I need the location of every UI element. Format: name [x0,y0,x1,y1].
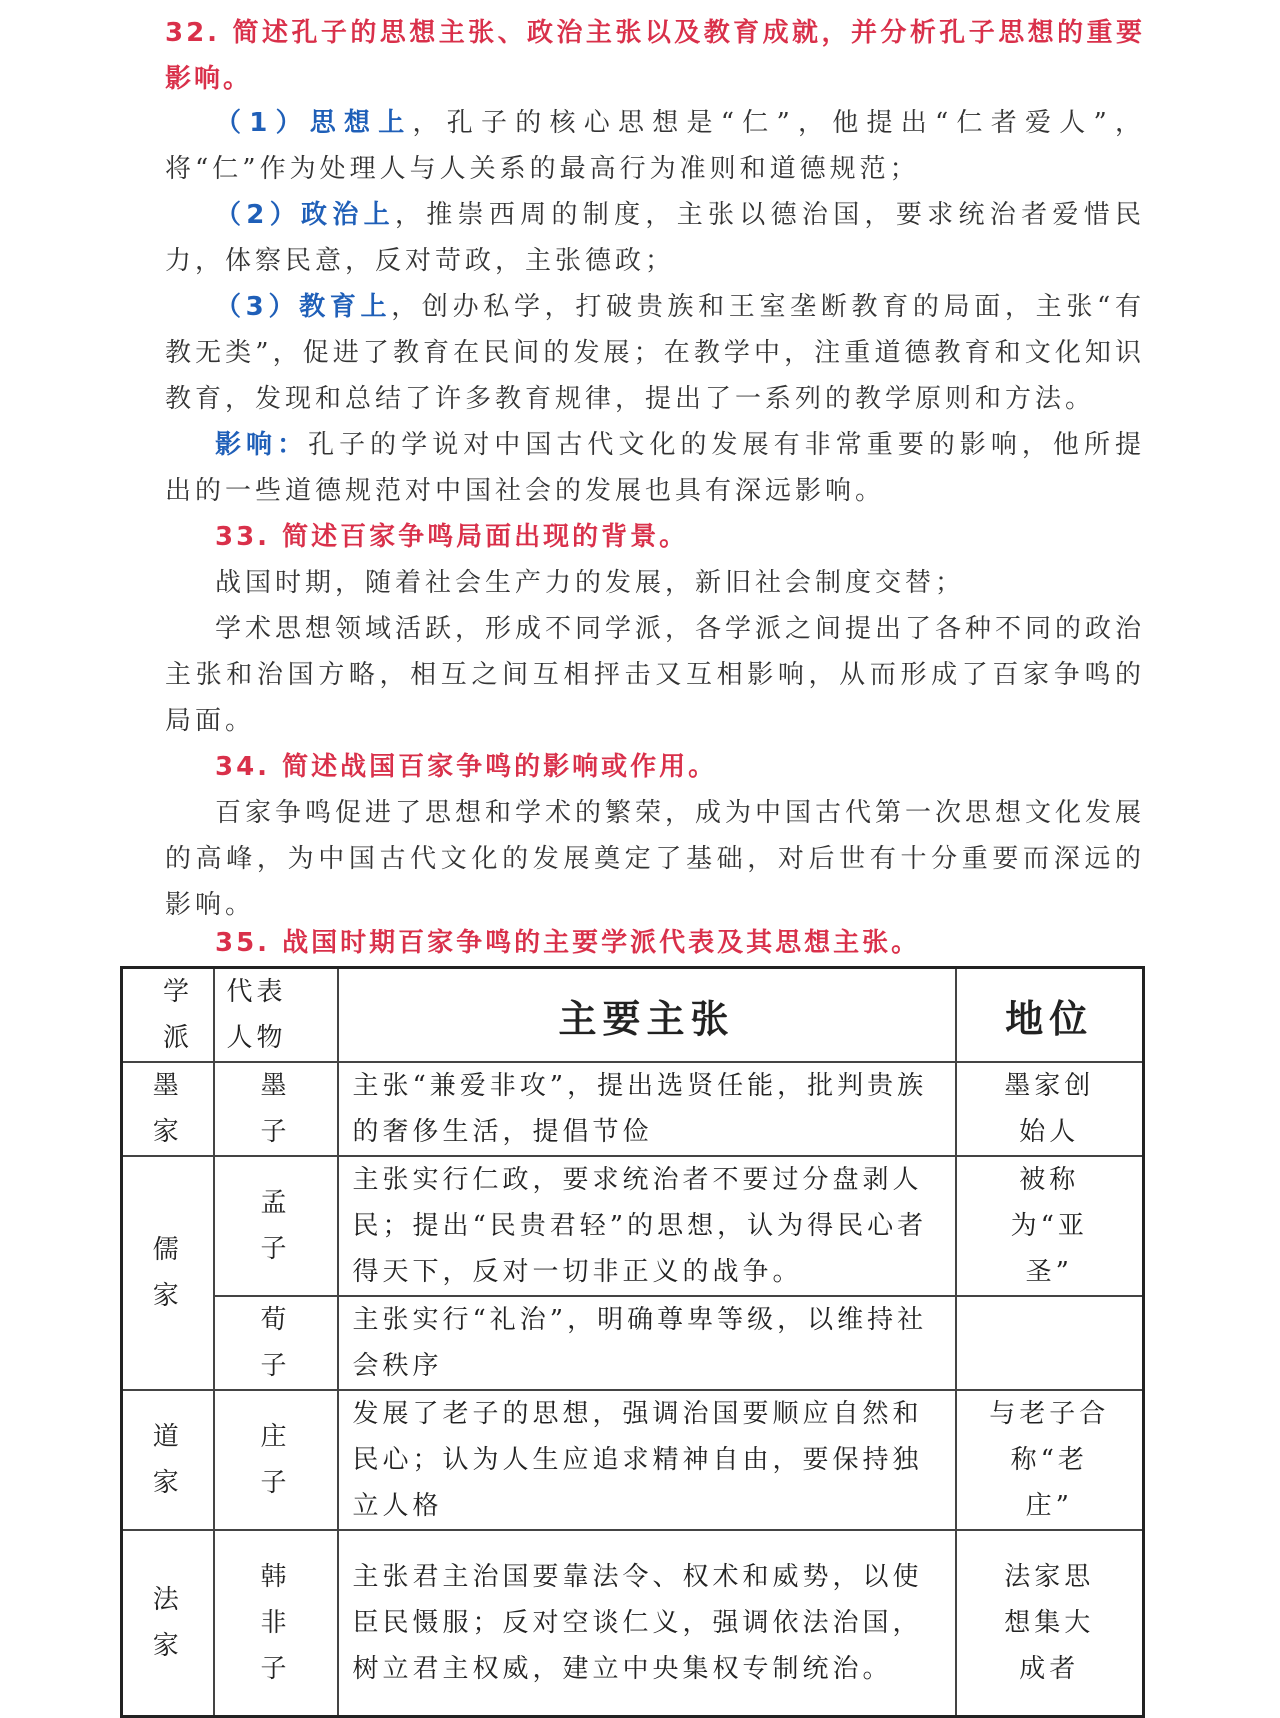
person-hanfeizi: 韩非子 [214,1530,338,1716]
claim-mozi: 主张“兼爱非攻”，提出选贤任能，批判贵族的奢侈生活，提倡节俭 [338,1062,956,1156]
status-mencius: 被称为“亚圣” [956,1156,1144,1296]
q32-point-influence [165,422,1145,514]
table-row [122,1296,1144,1390]
q32-text-thought: ，孔子的核心思想是“仁”，他提出“仁者爱人”，将“仁”作为处理人与人关系的最高行为准则和道德规范； [165,108,1146,184]
status-hanfeizi: 法家思想集大成者 [956,1530,1144,1716]
school-fa: 法家 [122,1530,214,1716]
status-mozi: 墨家创始人 [956,1062,1144,1156]
q32-text-education: ，创办私学，打破贵族和王室垄断教育的局面，主张“有教无类”，促进了教育在民间的发展；在教学中，注重道德教育和文化知识教育，发现和总结了许多教育规律，提出了一系列的教学原则和方法。 [165,292,1145,414]
q32-label-influence: 影响： [215,430,309,460]
table-row [122,1530,1144,1716]
school-mo: 墨家 [122,1062,214,1156]
q35-title: 35. 战国时期百家争鸣的主要学派代表及其思想主张。 [215,928,921,958]
claim-hanfeizi: 主张君主治国要靠法令、权术和威势，以使臣民慑服；反对空谈仁义，强调依法治国，树立君主权威，建立中央集权专制统治。 [338,1530,956,1716]
q32-text-politics: ，推崇西周的制度，主张以德治国，要求统治者爱惜民力，体察民意，反对苛政，主张德政； [165,200,1145,276]
header-claim: 主要主张 [338,968,956,1063]
table-row [122,1390,1144,1530]
person-xunzi: 荀子 [214,1296,338,1390]
claim-mencius: 主张实行仁政，要求统治者不要过分盘剥人民；提出“民贵君轻”的思想，认为得民心者得天下，反对一切非正义的战争。 [338,1156,956,1296]
table-header-row [122,968,1144,1063]
q34-title: 34. 简述战国百家争鸣的影响或作用。 [215,752,718,782]
q32-label-thought: （1）思想上 [215,108,413,138]
q33-para-2: 学术思想领域活跃，形成不同学派，各学派之间提出了各种不同的政治主张和治国方略，相互之间互相抨击又互相影响，从而形成了百家争鸣的局面。 [165,614,1146,736]
q32-label-politics: （2）政治上 [215,200,395,230]
person-mencius: 孟子 [214,1156,338,1296]
schools-table [120,966,1145,1718]
q32-point-politics [165,192,1145,284]
q34-para-1: 百家争鸣促进了思想和学术的繁荣，成为中国古代第一次思想文化发展的高峰，为中国古代文化的发展奠定了基础，对后世有十分重要而深远的影响。 [165,798,1146,920]
q33-title: 33. 简述百家争鸣局面出现的背景。 [215,522,689,552]
q32-text-influence: 孔子的学说对中国古代文化的发展有非常重要的影响，他所提出的一些道德规范对中国社会的发展也具有深远影响。 [165,430,1145,506]
school-ru: 儒家 [122,1156,214,1390]
school-dao: 道家 [122,1390,214,1530]
table-row [122,1156,1144,1296]
header-school: 学派 [122,968,214,1063]
claim-xunzi: 主张实行“礼治”，明确尊卑等级，以维持社会秩序 [338,1296,956,1390]
header-status: 地位 [956,968,1144,1063]
status-xunzi [956,1296,1144,1390]
status-zhuangzi: 与老子合称“老庄” [956,1390,1144,1530]
q32-point-thought [165,100,1145,192]
q32-point-education [165,284,1145,422]
q33-para-1: 战国时期，随着社会生产力的发展，新旧社会制度交替； [215,568,966,598]
table-row [122,1062,1144,1156]
claim-zhuangzi: 发展了老子的思想，强调治国要顺应自然和民心；认为人生应追求精神自由，要保持独立人格 [338,1390,956,1530]
q32-label-education: （3）教育上 [215,292,392,322]
person-zhuangzi: 庄子 [214,1390,338,1530]
header-person: 代表人物 [214,968,338,1063]
person-mozi: 墨子 [214,1062,338,1156]
q32-title: 32. 简述孔子的思想主张、政治主张以及教育成就，并分析孔子思想的重要影响。 [165,18,1145,94]
